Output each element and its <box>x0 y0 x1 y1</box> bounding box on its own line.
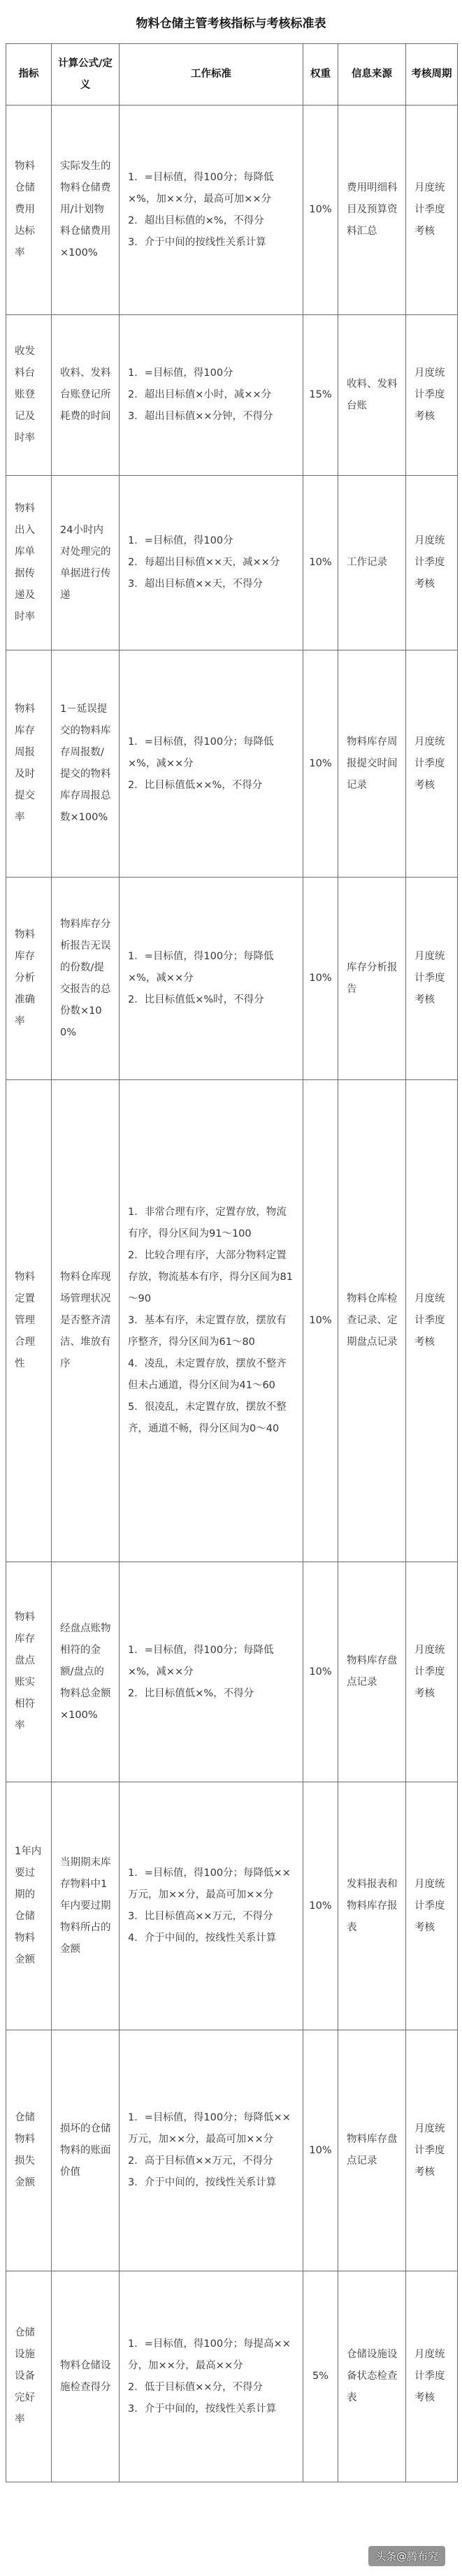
weight-value: 10% <box>303 2030 338 2271</box>
assessment-period: 月度统计季度考核 <box>406 315 458 476</box>
standard-item: 2．比目标值低×%时，不得分 <box>128 994 264 1005</box>
indicator-formula: 1－延误提交的物料库存周报数/提交的物料库存周报总数×100% <box>52 650 120 878</box>
indicator-name: 物料库存分析准确率 <box>6 878 52 1080</box>
standard-item: 2．高于目标值××万元，不得分 <box>128 2155 273 2167</box>
info-source: 收料、发料台账 <box>338 315 406 476</box>
assessment-period: 月度统计季度考核 <box>406 878 458 1080</box>
page-title: 物料仓储主管考核指标与考核标准表 <box>136 16 326 31</box>
info-source: 工作记录 <box>338 476 406 650</box>
table-row <box>6 1562 458 1782</box>
work-standard <box>120 105 303 315</box>
work-standard <box>120 476 303 650</box>
indicator-formula: 收料、发料台账登记所耗费的时间 <box>52 315 120 476</box>
standard-item: 2．比目标值低×%，不得分 <box>128 1687 254 1699</box>
work-standard <box>120 878 303 1080</box>
standard-item: 1．=目标值，得100分 <box>128 535 233 546</box>
info-source: 费用明细科目及预算资料汇总 <box>338 105 406 315</box>
weight-value: 10% <box>303 650 338 878</box>
standard-item: 2．超出目标值×小时，减××分 <box>128 389 272 400</box>
standard-item: 3．基本有序，未定置存放，摆放有序整齐，得分区间为61～80 <box>128 1315 287 1348</box>
weight-value: 15% <box>303 315 338 476</box>
info-source: 发料报表和物料库存报表 <box>338 1782 406 2030</box>
standard-item: 1．=目标值，得100分；每降低×%，加××分，最高可加××分 <box>128 171 274 205</box>
table-row <box>6 2030 458 2271</box>
header-weight: 权重 <box>303 44 338 105</box>
standard-item: 4．凌乱，未定置存放，摆放不整齐但未占通道，得分区间为41～60 <box>128 1358 287 1391</box>
table-row <box>6 1080 458 1562</box>
standard-item: 3．超出目标值××分钟，不得分 <box>128 411 273 422</box>
standard-item: 5．很凌乱，未定置存放，摆放不整齐，通道不畅，得分区间为0～40 <box>128 1402 287 1434</box>
indicator-name: 1年内要过期的仓储物料金额 <box>6 1782 52 2030</box>
table-row <box>6 2271 458 2482</box>
weight-value: 5% <box>303 2271 338 2482</box>
table-row <box>6 476 458 650</box>
standard-item: 1．=目标值，得100分；每降低×%，减××分 <box>128 1644 274 1678</box>
work-standard <box>120 1782 303 2030</box>
table-row <box>6 650 458 878</box>
standard-item: 3．介于中间的，按线性关系计算 <box>128 2177 277 2188</box>
standard-item: 1．=目标值，得100分；每提高××分，加××分，最高××分 <box>128 2338 291 2371</box>
info-source: 物料库存盘点记录 <box>338 2030 406 2271</box>
kpi-table <box>6 43 458 2482</box>
work-standard <box>120 650 303 878</box>
indicator-formula: 24小时内对处理完的单据进行传递 <box>52 476 120 650</box>
standard-item: 1．=目标值，得100分；每降低××万元，加××分，最高可加××分 <box>128 2112 291 2145</box>
header-period: 考核周期 <box>406 44 458 105</box>
weight-value: 10% <box>303 476 338 650</box>
indicator-name: 仓储设施设备完好率 <box>6 2271 52 2482</box>
assessment-period: 月度统计季度考核 <box>406 1080 458 1562</box>
standard-item: 1．=目标值，得100分；每降低×%，减××分 <box>128 951 274 984</box>
weight-value: 10% <box>303 878 338 1080</box>
info-source: 物料仓库检查记录、定期盘点记录 <box>338 1080 406 1562</box>
standard-item: 2．每超出目标值××天，减××分 <box>128 557 280 568</box>
indicator-name: 物料库存周报及时提交率 <box>6 650 52 878</box>
standard-item: 1．非常合理有序，定置存放，物流有序，得分区间为91～100 <box>128 1207 287 1239</box>
indicator-formula: 物料仓库现场管理状况是否整齐清洁、堆放有序 <box>52 1080 120 1562</box>
table-row <box>6 105 458 315</box>
assessment-period: 月度统计季度考核 <box>406 476 458 650</box>
header-name: 指标 <box>6 44 52 105</box>
standard-item: 3．比目标值高××万元，不得分 <box>128 1911 273 1922</box>
weight-value: 10% <box>303 1080 338 1562</box>
indicator-name: 物料定置管理合理性 <box>6 1080 52 1562</box>
standard-item: 2．超出目标值的×%，不得分 <box>128 214 264 226</box>
indicator-name: 物料仓储费用达标率 <box>6 105 52 315</box>
header-standard: 工作标准 <box>120 44 303 105</box>
weight-value: 10% <box>303 1562 338 1782</box>
weight-value: 10% <box>303 1782 338 2030</box>
header-source: 信息来源 <box>338 44 406 105</box>
indicator-name: 物料出入库单据传递及时率 <box>6 476 52 650</box>
indicator-formula: 经盘点账物相符的金额/盘点的物料总金额×100% <box>52 1562 120 1782</box>
standard-item: 4．介于中间的，按线性关系计算 <box>128 1933 277 1944</box>
table-header-row <box>6 44 458 105</box>
table-row <box>6 315 458 476</box>
table-row <box>6 878 458 1080</box>
standard-item: 3．超出目标值××天，不得分 <box>128 578 264 590</box>
indicator-formula: 物料库存分析报告无误的份数/提交报告的总份数×100% <box>52 878 120 1080</box>
work-standard <box>120 1562 303 1782</box>
header-formula: 计算公式/定义 <box>52 44 120 105</box>
indicator-name: 仓储物料损失金额 <box>6 2030 52 2271</box>
indicator-formula: 实际发生的物料仓储费用/计划物料仓储费用×100% <box>52 105 120 315</box>
weight-value: 10% <box>303 105 338 315</box>
standard-item: 3．介于中间的按线性关系计算 <box>128 236 266 248</box>
standard-item: 2．低于目标值××分，不得分 <box>128 2381 264 2393</box>
watermark: 头条@腾布究 <box>368 2546 445 2566</box>
indicator-formula: 损坏的仓储物料的账面价值 <box>52 2030 120 2271</box>
standard-item: 1．=目标值，得100分；每降低××万元，加××分，最高可加××分 <box>128 1868 291 1900</box>
work-standard <box>120 2030 303 2271</box>
indicator-formula: 当期期末库存物料中1年内要过期物料所占的金额 <box>52 1782 120 2030</box>
assessment-period: 月度统计季度考核 <box>406 2030 458 2271</box>
standard-item: 2．比较合理有序，大部分物料定置存放，物流基本有序，得分区间为81～90 <box>128 1250 293 1304</box>
work-standard <box>120 315 303 476</box>
info-source: 仓储设施设备状态检查表 <box>338 2271 406 2482</box>
indicator-name: 收发料台账登记及时率 <box>6 315 52 476</box>
standard-item: 3．介于中间的，按线性关系计算 <box>128 2403 277 2415</box>
work-standard <box>120 1080 303 1562</box>
assessment-period: 月度统计季度考核 <box>406 2271 458 2482</box>
indicator-formula: 物料仓储设施检查得分 <box>52 2271 120 2482</box>
info-source: 库存分析报告 <box>338 878 406 1080</box>
standard-item: 1．=目标值，得100分；每降低×%，减××分 <box>128 736 274 769</box>
indicator-name: 物料库存盘点账实相符率 <box>6 1562 52 1782</box>
assessment-period: 月度统计季度考核 <box>406 1562 458 1782</box>
assessment-period: 月度统计季度考核 <box>406 650 458 878</box>
assessment-period: 月度统计季度考核 <box>406 105 458 315</box>
standard-item: 2．比目标值低××%，不得分 <box>128 779 263 791</box>
assessment-period: 月度统计季度考核 <box>406 1782 458 2030</box>
table-row <box>6 1782 458 2030</box>
info-source: 物料库存盘点记录 <box>338 1562 406 1782</box>
work-standard <box>120 2271 303 2482</box>
standard-item: 1．=目标值，得100分 <box>128 368 233 379</box>
info-source: 物料库存周报提交时间记录 <box>338 650 406 878</box>
